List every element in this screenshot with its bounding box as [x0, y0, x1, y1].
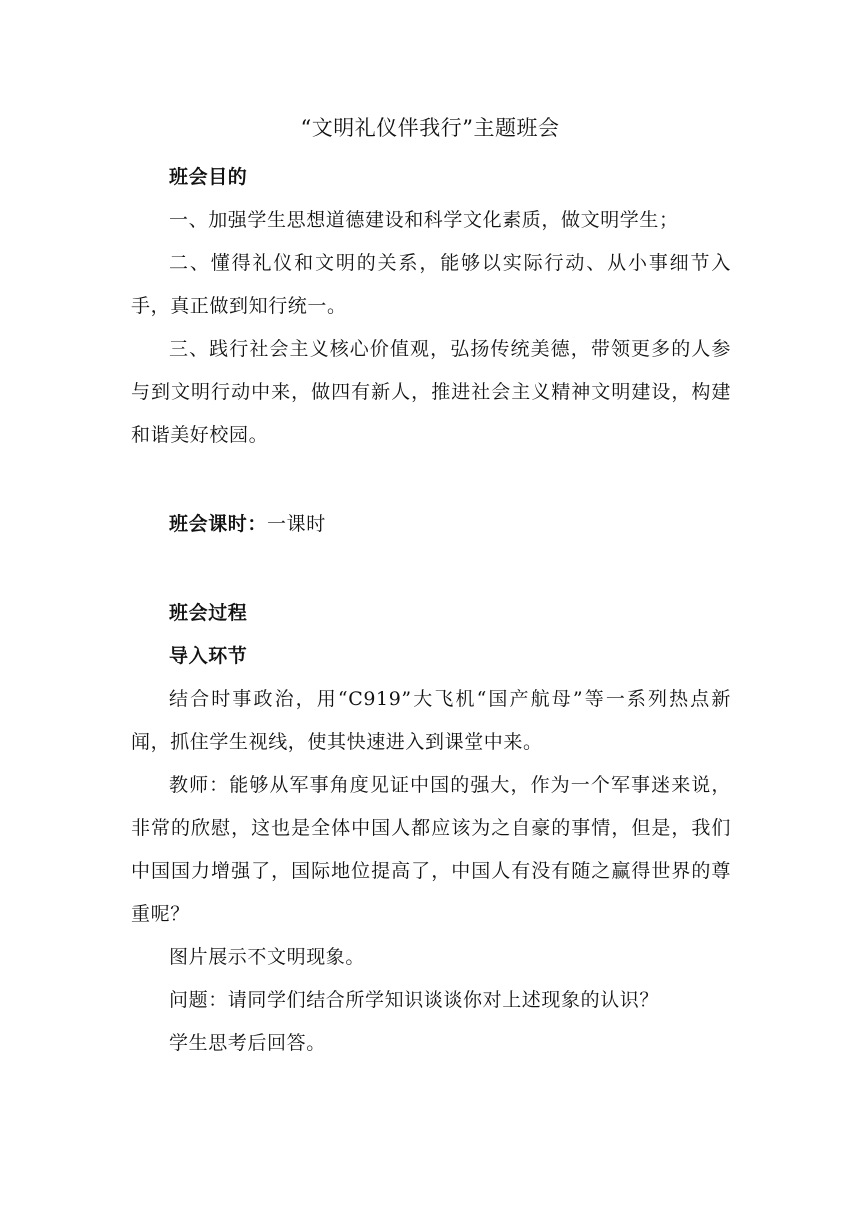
purpose-item-3: 三、践行社会主义核心价值观，弘扬传统美德，带领更多的人参与到文明行动中来，做四有新人，推进社会主义精神文明建设，构建和谐美好校园。 [131, 338, 731, 446]
intro-heading: 导入环节 [169, 645, 248, 667]
intro-paragraph-2: 教师：能够从军事角度见证中国的强大，作为一个军事迷来说，非常的欣慰，这也是全体中国人都应该为之自豪的事情，但是，我们中国国力增强了，国际地位提高了，中国人有没有随之赢得世界的尊重呢？ [131, 774, 731, 925]
intro-paragraph-3: 图片展示不文明现象。 [169, 946, 366, 968]
class-hours-label: 班会课时： [169, 513, 268, 535]
purpose-item-1: 一、加强学生思想道德建设和科学文化素质，做文明学生； [169, 209, 679, 231]
purpose-heading: 班会目的 [169, 166, 248, 188]
intro-paragraph-1: 结合时事政治，用“C919”大飞机“国产航母”等一系列热点新闻，抓住学生视线，使其快速进入到课堂中来。 [131, 688, 731, 753]
intro-paragraph-4: 问题：请同学们结合所学知识谈谈你对上述现象的认识？ [169, 989, 660, 1011]
class-hours-line [131, 503, 731, 546]
spacer [131, 457, 731, 503]
document-body [131, 156, 731, 1065]
spacer [131, 546, 731, 592]
class-hours-value: 一课时 [267, 513, 326, 535]
document-title: “文明礼仪伴我行”主题班会 [300, 116, 560, 140]
intro-paragraph-5: 学生思考后回答。 [169, 1032, 326, 1054]
purpose-item-2: 二、懂得礼仪和文明的关系，能够以实际行动、从小事细节入手，真正做到知行统一。 [131, 252, 731, 317]
process-heading: 班会过程 [169, 602, 248, 624]
